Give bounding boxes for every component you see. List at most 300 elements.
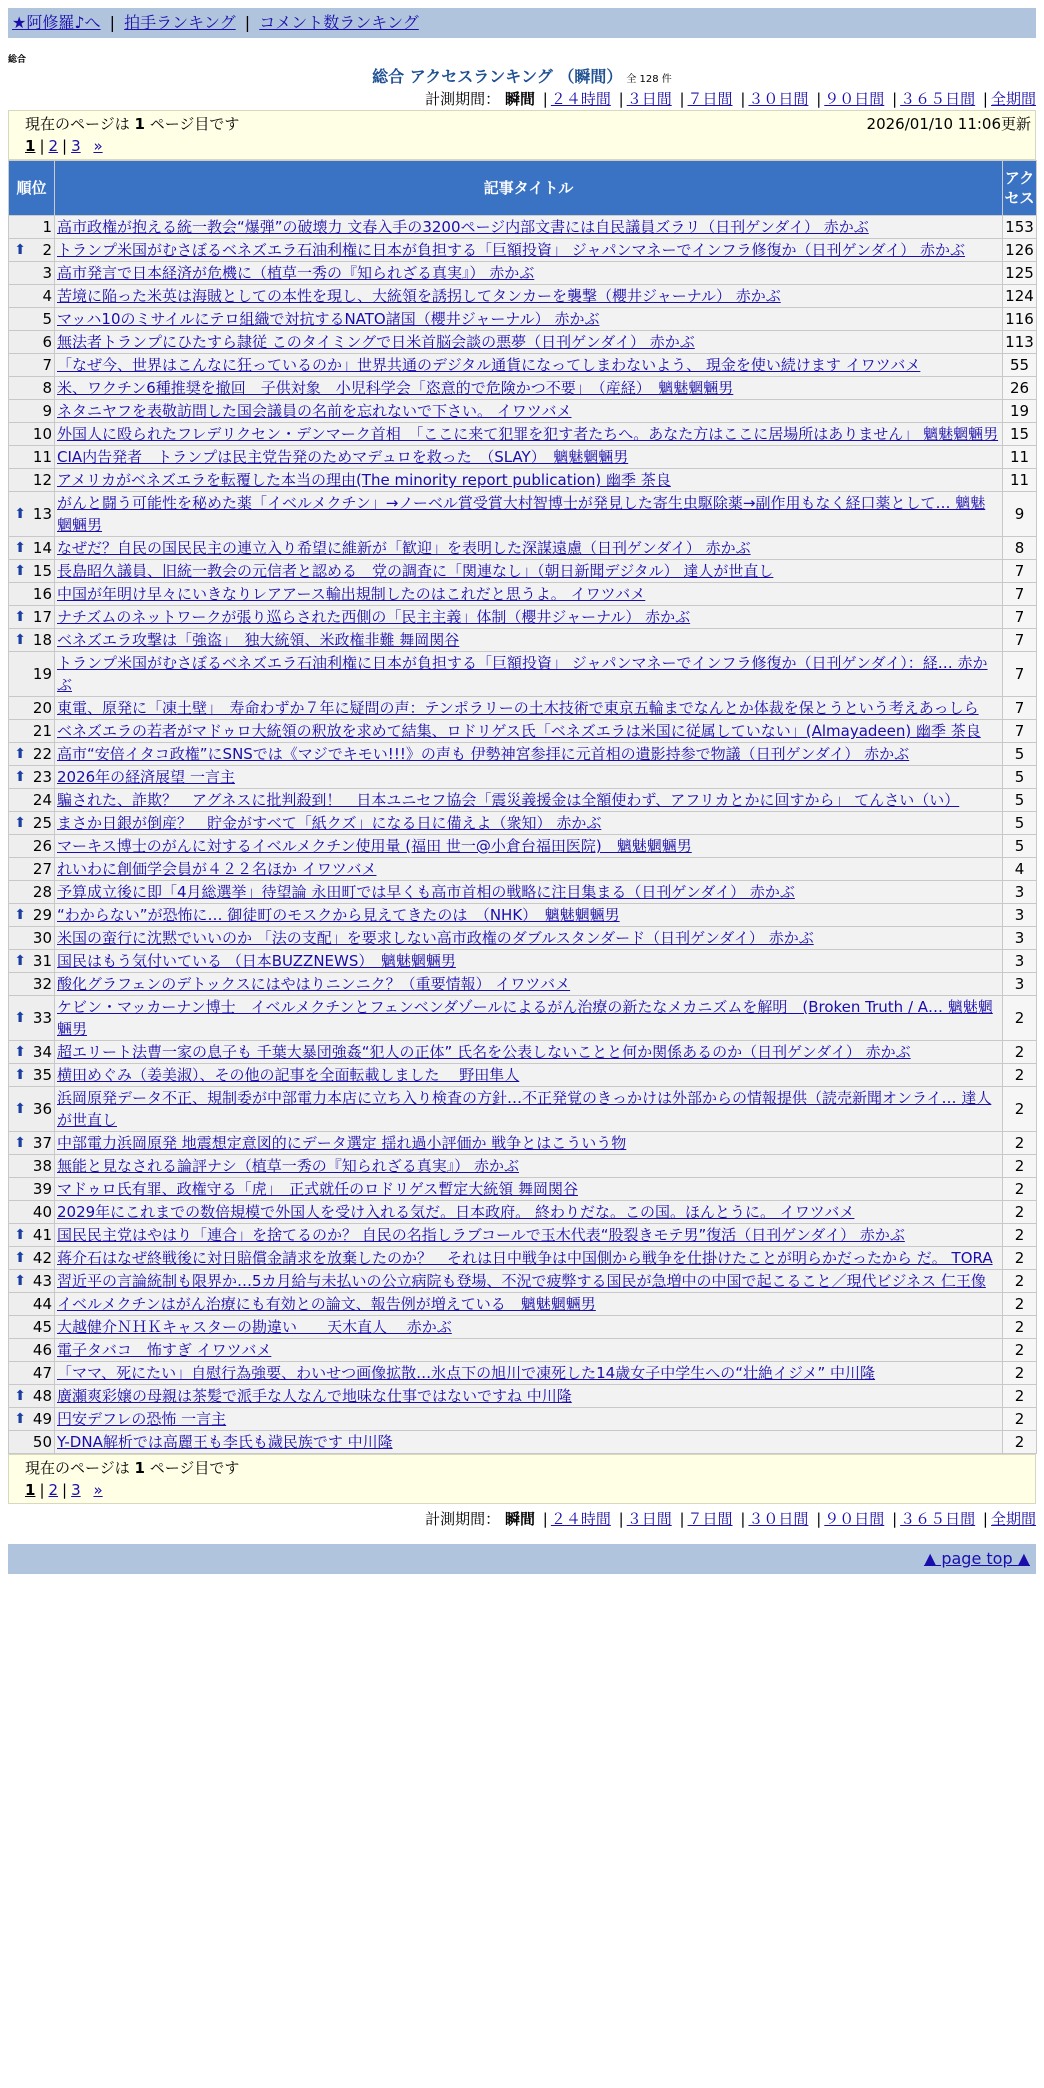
- access-count: 8: [1003, 537, 1037, 560]
- article-title-link[interactable]: マッハ10のミサイルにテロ組織で対抗するNATO諸国（櫻井ジャーナル） 赤かぶ: [57, 310, 600, 328]
- column-header-title: 記事タイトル: [55, 161, 1003, 216]
- period-separator: |: [542, 90, 548, 108]
- rank-number: 46: [32, 1341, 52, 1359]
- table-row: [9, 1270, 1037, 1293]
- nav-link-comment-ranking[interactable]: コメント数ランキング: [259, 13, 419, 32]
- title-cell: [55, 1041, 1003, 1064]
- title-cell: [55, 629, 1003, 652]
- article-title-link[interactable]: ネタニヤフを表敬訪問した国会議員の名前を忘れないで下さい。 イワツバメ: [57, 402, 572, 420]
- table-row: [9, 469, 1037, 492]
- title-cell: [55, 927, 1003, 950]
- period-separator: |: [679, 1510, 685, 1528]
- rank-number: 3: [42, 264, 52, 282]
- article-title-link[interactable]: まさか日銀が倒産？ 貯金がすべて「紙クズ」になる日に備えよ（衆知） 赤かぶ: [57, 814, 602, 832]
- period-link-all[interactable]: 全期間: [990, 1510, 1036, 1528]
- table-row: [9, 308, 1037, 331]
- article-title-link[interactable]: 2029年にこれまでの数倍規模で外国人を受け入れる気だ。日本政府。 終わりだな。この国。ほんとうに。 イワツバメ: [57, 1203, 855, 1221]
- title-cell: [55, 1408, 1003, 1431]
- rank-cell: [9, 904, 55, 927]
- title-cell: [55, 1385, 1003, 1408]
- table-row: [9, 400, 1037, 423]
- rank-number: 21: [32, 722, 52, 740]
- access-count: 7: [1003, 697, 1037, 720]
- rank-cell: [9, 1064, 55, 1087]
- rank-cell: [9, 1293, 55, 1316]
- period-link-24h[interactable]: ２４時間: [550, 1510, 611, 1528]
- pager-link-2[interactable]: 2: [48, 137, 59, 155]
- rank-number: 1: [42, 218, 52, 236]
- rank-cell: [9, 1270, 55, 1293]
- arrow-up-icon: ⬆: [14, 1411, 26, 1427]
- rank-cell: [9, 858, 55, 881]
- period-link-90d[interactable]: ９０日間: [824, 90, 885, 108]
- period-separator: |: [542, 1510, 548, 1528]
- table-row: [9, 1178, 1037, 1201]
- article-title-link[interactable]: 外国人に殴られたフレデリクセン・デンマーク首相 「ここに来て犯罪を犯す者たちへ。あなた方はここに居場所はありません」 魑魅魍魎男: [57, 425, 999, 443]
- article-title-link[interactable]: 「なぜ今、世界はこんなに狂っているのか」世界共通のデジタル通貨になってしまわないよう、 現金を使い続けます イワツバメ: [57, 356, 921, 374]
- article-title-link[interactable]: 無法者トランプにひたすら隷従 このタイミングで日米首脳会談の悪夢（日刊ゲンダイ） 赤かぶ: [57, 333, 695, 351]
- title-cell: [55, 1087, 1003, 1132]
- pager-link-3[interactable]: 3: [71, 137, 81, 155]
- title-cell: [55, 1362, 1003, 1385]
- rank-cell: [9, 446, 55, 469]
- pager-bottom: [25, 1479, 1031, 1501]
- pager-separator: [81, 137, 94, 155]
- title-cell: [55, 950, 1003, 973]
- table-row: [9, 1339, 1037, 1362]
- access-count: 125: [1003, 262, 1037, 285]
- table-row: [9, 560, 1037, 583]
- rank-number: 31: [32, 952, 52, 970]
- access-count: 26: [1003, 377, 1037, 400]
- nav-separator: |: [109, 13, 116, 32]
- access-count: 19: [1003, 400, 1037, 423]
- rank-cell: [9, 812, 55, 835]
- period-link-30d[interactable]: ３０日間: [748, 90, 809, 108]
- access-count: 2: [1003, 1362, 1037, 1385]
- rank-cell: [9, 697, 55, 720]
- updated-timestamp: 2026/01/10 11:06更新: [866, 115, 1031, 133]
- table-row: [9, 1041, 1037, 1064]
- article-title-link[interactable]: 苦境に陥った米英は海賊としての本性を現し、大統領を誘拐してタンカーを襲撃（櫻井ジャーナル） 赤かぶ: [57, 287, 781, 305]
- table-row: [9, 1224, 1037, 1247]
- title-cell: [55, 973, 1003, 996]
- access-count: 2: [1003, 1293, 1037, 1316]
- rank-number: 14: [32, 539, 52, 557]
- table-row: [9, 950, 1037, 973]
- table-row: [9, 1316, 1037, 1339]
- rank-cell: [9, 469, 55, 492]
- article-title-link[interactable]: Y-DNA解析では高麗王も李氏も濊民族です 中川隆: [57, 1433, 393, 1451]
- rank-cell: [9, 331, 55, 354]
- arrow-up-icon: ⬆: [14, 769, 26, 785]
- table-row: [9, 789, 1037, 812]
- total-count: 全 128 件: [626, 74, 672, 85]
- title-cell: [55, 1247, 1003, 1270]
- article-title-link[interactable]: マーキス博士のがんに対するイベルメクチン使用量 (福田 世一@小倉台福田医院) 魑魅魍魎男: [57, 837, 692, 855]
- title-cell: [55, 1201, 1003, 1224]
- article-title-link[interactable]: トランプ米国がむさぼるベネズエラ石油利権に日本が負担する「巨額投資」 ジャパンマネーでインフラ修復か（日刊ゲンダイ） 赤かぶ: [57, 241, 966, 259]
- page-title: [8, 66, 1036, 88]
- rank-cell: [9, 1132, 55, 1155]
- rank-number: 29: [32, 906, 52, 924]
- table-row: [9, 812, 1037, 835]
- title-cell: [55, 560, 1003, 583]
- rank-cell: [9, 1385, 55, 1408]
- table-header-row: [9, 161, 1037, 216]
- article-title-link[interactable]: がんと闘う可能性を秘めた薬「イベルメクチン」→ノーベル賞受賞大村智博士が発見した寄生虫駆除薬→副作用もなく経口薬として… 魑魅魍魎男: [57, 494, 986, 534]
- article-title-link[interactable]: 円安デフレの恐怖 一言主: [57, 1410, 227, 1428]
- arrow-up-icon: ⬆: [14, 506, 26, 522]
- title-cell: [55, 1431, 1003, 1454]
- table-row: [9, 766, 1037, 789]
- arrow-up-icon: ⬆: [14, 953, 26, 969]
- article-title-link[interactable]: 無能と見なされる論評ナシ（植草一秀の『知られざる真実』） 赤かぶ: [57, 1157, 519, 1175]
- rank-cell: [9, 1155, 55, 1178]
- access-count: 2: [1003, 1224, 1037, 1247]
- rank-number: 2: [42, 241, 52, 259]
- rank-number: 40: [32, 1203, 52, 1221]
- rank-number: 10: [32, 425, 52, 443]
- rank-number: 48: [32, 1387, 52, 1405]
- page-top-link[interactable]: ▲ page top ▲: [923, 1549, 1030, 1568]
- period-link-7d[interactable]: ７日間: [687, 1510, 733, 1528]
- pager-separator: |: [39, 1481, 45, 1499]
- title-cell: [55, 881, 1003, 904]
- rank-number: 15: [32, 562, 52, 580]
- arrow-up-icon: ⬆: [14, 242, 26, 258]
- article-title-link[interactable]: 高市発言で日本経済が危機に（植草一秀の『知られざる真実』） 赤かぶ: [57, 264, 535, 282]
- title-cell: [55, 423, 1003, 446]
- access-count: 153: [1003, 216, 1037, 239]
- period-label: 計測期間：: [425, 1510, 501, 1528]
- title-cell: [55, 1155, 1003, 1178]
- pager-current: 1: [25, 137, 36, 155]
- rank-number: 47: [32, 1364, 52, 1382]
- page-indicator-suffix: ページ目です: [144, 115, 240, 133]
- pager-link-2[interactable]: 2: [48, 1481, 59, 1499]
- rank-cell: [9, 881, 55, 904]
- rank-number: 45: [32, 1318, 52, 1336]
- rank-cell: [9, 560, 55, 583]
- rank-number: 34: [32, 1043, 52, 1061]
- table-row: [9, 377, 1037, 400]
- rank-cell: [9, 950, 55, 973]
- rank-number: 35: [32, 1066, 52, 1084]
- arrow-up-icon: ⬆: [14, 815, 26, 831]
- rank-cell: [9, 835, 55, 858]
- article-title-link[interactable]: 廣瀬爽彩嬢の母親は茶髪で派手な人なんで地味な仕事ではないですね 中川隆: [57, 1387, 572, 1405]
- title-cell: [55, 262, 1003, 285]
- rank-number: 37: [32, 1134, 52, 1152]
- table-row: [9, 1132, 1037, 1155]
- table-row: [9, 629, 1037, 652]
- title-cell: [55, 446, 1003, 469]
- table-row: [9, 1087, 1037, 1132]
- access-count: 2: [1003, 1064, 1037, 1087]
- title-cell: [55, 354, 1003, 377]
- period-current: 瞬間: [504, 90, 535, 108]
- period-separator: |: [816, 1510, 822, 1528]
- title-cell: [55, 1339, 1003, 1362]
- access-count: 11: [1003, 469, 1037, 492]
- title-cell: [55, 1270, 1003, 1293]
- article-title-link[interactable]: 高市政権が抱える統一教会“爆弾”の破壊力 文春入手の3200ページ内部文書には自民議員ズラリ（日刊ゲンダイ） 赤かぶ: [57, 218, 869, 236]
- article-title-link[interactable]: 国民民主党はやはり「連合」を捨てるのか？ 自民の名指しラブコールで玉木代表“股裂きモテ男”復活（日刊ゲンダイ） 赤かぶ: [57, 1226, 905, 1244]
- article-title-link[interactable]: 予算成立後に即「4月総選挙」待望論 永田町では早くも高市首相の戦略に注目集まる（日刊ゲンダイ） 赤かぶ: [57, 883, 795, 901]
- article-title-link[interactable]: ナチズムのネットワークが張り巡らされた西側の「民主主義」体制（櫻井ジャーナル） 赤かぶ: [57, 608, 691, 626]
- article-title-link[interactable]: 米国の蛮行に沈黙でいいのか 「法の支配」を要求しない高市政権のダブルスタンダード（日刊ゲンダイ） 赤かぶ: [57, 929, 814, 947]
- article-title-link[interactable]: 浜岡原発データ不正、規制委が中部電力本店に立ち入り検査の方針…不正発覚のきっかけは外部からの情報提供（読売新聞オンライ… 達人が世直し: [57, 1089, 992, 1129]
- access-count: 5: [1003, 812, 1037, 835]
- access-count: 3: [1003, 904, 1037, 927]
- period-separator: |: [740, 90, 746, 108]
- rank-number: 42: [32, 1249, 52, 1267]
- table-row: [9, 1247, 1037, 1270]
- access-count: 2: [1003, 1178, 1037, 1201]
- title-cell: [55, 996, 1003, 1041]
- article-title-link[interactable]: 東電、原発に「凍土壁」 寿命わずか７年に疑問の声：テンポラリーの土木技術で東京五輪までなんとか体裁を保とうという考えあっしら: [57, 699, 979, 717]
- rank-cell: [9, 1431, 55, 1454]
- article-title-link[interactable]: 長島昭久議員、旧統一教会の元信者と認める 党の調査に「関連なし」（朝日新聞デジタル） 達人が世直し: [57, 562, 774, 580]
- page-indicator-number: 1: [134, 115, 145, 133]
- pager-next[interactable]: »: [93, 1481, 103, 1499]
- rank-cell: [9, 537, 55, 560]
- table-row: [9, 446, 1037, 469]
- rank-number: 22: [32, 745, 52, 763]
- access-count: 7: [1003, 720, 1037, 743]
- period-link-90d[interactable]: ９０日間: [824, 1510, 885, 1528]
- period-label: 計測期間：: [425, 90, 501, 108]
- access-count: 3: [1003, 927, 1037, 950]
- table-row: [9, 354, 1037, 377]
- article-title-link[interactable]: 蒋介石はなぜ終戦後に対日賠償金請求を放棄したのか？ それは日中戦争は中国側から戦争を仕掛けたことが明らかだったから だ。 TORA: [57, 1249, 993, 1267]
- nav-separator: |: [244, 13, 251, 32]
- article-title-link[interactable]: 「ママ、死にたい」自慰行為強要、わいせつ画像拡散…氷点下の旭川で凍死した14歳女子中学生への“壮絶イジメ” 中川隆: [57, 1364, 876, 1382]
- table-row: [9, 1155, 1037, 1178]
- rank-number: 6: [42, 333, 52, 351]
- rank-number: 33: [32, 1009, 52, 1027]
- rank-number: 5: [42, 310, 52, 328]
- rank-number: 7: [42, 356, 52, 374]
- access-count: 7: [1003, 560, 1037, 583]
- access-count: 5: [1003, 766, 1037, 789]
- pager-top: [25, 135, 1031, 157]
- period-link-365d[interactable]: ３６５日間: [900, 1510, 976, 1528]
- period-separator: |: [892, 1510, 898, 1528]
- rank-cell: [9, 583, 55, 606]
- page: [8, 8, 1036, 1574]
- article-title-link[interactable]: 高市“安倍イタコ政権”にSNSでは《マジでキモい!!!》の声も 伊勢神宮参拝に元首相の遺影持参で物議（日刊ゲンダイ） 赤かぶ: [57, 745, 910, 763]
- title-cell: [55, 308, 1003, 331]
- article-title-link[interactable]: マドゥロ氏有罪、政権守る「虎」 正式就任のロドリゲス暫定大統領 舞岡関谷: [57, 1180, 578, 1198]
- title-cell: [55, 492, 1003, 537]
- table-row: [9, 996, 1037, 1041]
- page-title-text: 総合 アクセスランキング （瞬間）: [372, 67, 623, 86]
- title-cell: [55, 904, 1003, 927]
- rank-cell: [9, 1087, 55, 1132]
- arrow-up-icon: ⬆: [14, 1227, 26, 1243]
- period-selector-top: [8, 88, 1036, 110]
- title-cell: [55, 720, 1003, 743]
- rank-number: 11: [32, 448, 52, 466]
- article-title-link[interactable]: トランプ米国がむさぼるベネズエラ石油利権に日本が負担する「巨額投資」 ジャパンマネーでインフラ修復か（日刊ゲンダイ）：経… 赤かぶ: [57, 654, 988, 694]
- title-cell: [55, 331, 1003, 354]
- rank-cell: [9, 1201, 55, 1224]
- period-selector-bottom: [8, 1508, 1036, 1530]
- arrow-up-icon: ⬆: [14, 1067, 26, 1083]
- article-title-link[interactable]: 習近平の言論統制も限界か…5カ月給与未払いの公立病院も登場、不況で疲弊する国民が急増中の中国で起こること／現代ビジネス 仁王像: [57, 1272, 986, 1290]
- rank-cell: [9, 1362, 55, 1385]
- access-count: 55: [1003, 354, 1037, 377]
- title-cell: [55, 377, 1003, 400]
- article-title-link[interactable]: 酸化グラフェンのデトックスにはやはりニンニク？（重要情報） イワツバメ: [57, 975, 571, 993]
- title-cell: [55, 1178, 1003, 1201]
- rank-cell: [9, 789, 55, 812]
- period-separator: |: [740, 1510, 746, 1528]
- arrow-up-icon: ⬆: [14, 1044, 26, 1060]
- article-title-link[interactable]: “わからない”が恐怖に… 御徒町のモスクから見えてきたのは （NHK） 魑魅魍魎男: [57, 906, 620, 924]
- page-indicator-prefix: 現在のページは: [25, 1459, 135, 1477]
- table-row: [9, 1431, 1037, 1454]
- rank-cell: [9, 652, 55, 697]
- article-title-link[interactable]: 大越健介ＮＨＫキャスターの勘違い 天木直人 赤かぶ: [57, 1318, 452, 1336]
- access-count: 2: [1003, 1339, 1037, 1362]
- table-row: [9, 1201, 1037, 1224]
- rank-cell: [9, 1247, 55, 1270]
- rank-cell: [9, 400, 55, 423]
- rank-number: 17: [32, 608, 52, 626]
- period-link-3d[interactable]: ３日間: [626, 90, 672, 108]
- title-cell: [55, 583, 1003, 606]
- access-count: 2: [1003, 1155, 1037, 1178]
- table-row: [9, 239, 1037, 262]
- rank-cell: [9, 354, 55, 377]
- article-title-link[interactable]: CIA内告発者 トランプは民主党告発のためマデュロを救った （SLAY） 魑魅魍魎男: [57, 448, 629, 466]
- title-cell: [55, 1224, 1003, 1247]
- article-title-link[interactable]: ケビン・マッカーナン博士 イベルメクチンとフェンベンダゾールによるがん治療の新たなメカニズムを解明 (Broken Truth / A… 魑魅魍魎男: [57, 998, 993, 1038]
- article-title-link[interactable]: 中部電力浜岡原発 地震想定意図的にデータ選定 揺れ過小評価か 戦争とはこういう物: [57, 1134, 627, 1152]
- arrow-up-icon: ⬆: [14, 746, 26, 762]
- rank-number: 9: [42, 402, 52, 420]
- article-title-link[interactable]: 電子タバコ 怖すぎ イワツバメ: [57, 1341, 272, 1359]
- rank-cell: [9, 766, 55, 789]
- title-cell: [55, 1316, 1003, 1339]
- period-separator: |: [618, 90, 624, 108]
- rank-number: 4: [42, 287, 52, 305]
- nav-link-applause-ranking[interactable]: 拍手ランキング: [124, 13, 236, 32]
- article-title-link[interactable]: ベネズエラ攻撃は「強盗」 独大統領、米政権非難 舞岡関谷: [57, 631, 460, 649]
- period-separator: |: [618, 1510, 624, 1528]
- rank-number: 28: [32, 883, 52, 901]
- page-indicator-bottom: [25, 1457, 1031, 1479]
- page-info-bottom: [8, 1454, 1036, 1504]
- pager-link-3[interactable]: 3: [71, 1481, 81, 1499]
- article-title-link[interactable]: 超エリート法曹一家の息子も 千葉大暴団強姦“犯人の正体” 氏名を公表しないことと何か関係あるのか（日刊ゲンダイ） 赤かぶ: [57, 1043, 911, 1061]
- title-cell: [55, 469, 1003, 492]
- table-row: [9, 1362, 1037, 1385]
- article-title-link[interactable]: 横田めぐみ（姜美淑）、その他の記事を全面転載しました 野田隼人: [57, 1066, 520, 1084]
- period-link-24h[interactable]: ２４時間: [550, 90, 611, 108]
- rank-cell: [9, 285, 55, 308]
- table-row: [9, 1293, 1037, 1316]
- rank-number: 39: [32, 1180, 52, 1198]
- article-title-link[interactable]: 中国が年明け早々にいきなりレアアース輸出規制したのはこれだと思うよ。 イワツバメ: [57, 585, 646, 603]
- article-title-link[interactable]: れいわに創価学会員が４２２名ほか イワツバメ: [57, 860, 377, 878]
- page-indicator-prefix: 現在のページは: [25, 115, 135, 133]
- arrow-up-icon: ⬆: [14, 1250, 26, 1266]
- access-count: 2: [1003, 996, 1037, 1041]
- table-row: [9, 583, 1037, 606]
- pager-separator: [81, 1481, 94, 1499]
- article-title-link[interactable]: アメリカがベネズエラを転覆した本当の理由(The minority report publication) 幽季 茶良: [57, 471, 671, 489]
- pager-separator: |: [62, 137, 68, 155]
- table-row: [9, 652, 1037, 697]
- period-separator: |: [892, 90, 898, 108]
- rank-number: 44: [32, 1295, 52, 1313]
- rank-cell: [9, 606, 55, 629]
- rank-cell: [9, 492, 55, 537]
- access-count: 7: [1003, 629, 1037, 652]
- access-count: 5: [1003, 835, 1037, 858]
- rank-cell: [9, 720, 55, 743]
- period-separator: |: [982, 1510, 988, 1528]
- rank-number: 49: [32, 1410, 52, 1428]
- pager-next[interactable]: »: [93, 137, 103, 155]
- column-header-access: アクセス: [1003, 161, 1037, 216]
- period-link-7d[interactable]: ７日間: [687, 90, 733, 108]
- access-count: 116: [1003, 308, 1037, 331]
- article-title-link[interactable]: 騙された、詐欺？ アグネスに批判殺到！ 日本ユニセフ協会「震災義援金は全額使わず、アフリカとかに回すから」 てんさい（い）: [57, 791, 960, 809]
- rank-cell: [9, 629, 55, 652]
- article-title-link[interactable]: ベネズエラの若者がマドゥロ大統領の釈放を求めて結集、ロドリゲス氏「ベネズエラは米国に従属していない」(Almayadeen) 幽季 茶良: [57, 722, 981, 740]
- article-title-link[interactable]: 米、ワクチン6種推奨を撤回 子供対象 小児科学会「恣意的で危険かつ不要」 （産経） 魑魅魍魎男: [57, 379, 734, 397]
- period-link-all[interactable]: 全期間: [990, 90, 1036, 108]
- rank-cell: [9, 1224, 55, 1247]
- period-link-30d[interactable]: ３０日間: [748, 1510, 809, 1528]
- table-row: [9, 1385, 1037, 1408]
- access-count: 2: [1003, 1270, 1037, 1293]
- rank-cell: [9, 1408, 55, 1431]
- page-indicator-suffix: ページ目です: [144, 1459, 240, 1477]
- table-row: [9, 285, 1037, 308]
- article-title-link[interactable]: イベルメクチンはがん治療にも有効との論文、報告例が増えている 魑魅魍魎男: [57, 1295, 596, 1313]
- arrow-up-icon: ⬆: [14, 1388, 26, 1404]
- table-row: [9, 606, 1037, 629]
- article-title-link[interactable]: 2026年の経済展望 一言主: [57, 768, 235, 786]
- article-title-link[interactable]: なぜだ？自民の国民民主の連立入り希望に維新が「歓迎」を表明した深謀遠慮（日刊ゲンダイ） 赤かぶ: [57, 539, 751, 557]
- title-cell: [55, 697, 1003, 720]
- table-row: [9, 720, 1037, 743]
- period-link-365d[interactable]: ３６５日間: [900, 90, 976, 108]
- site-home-link[interactable]: ★阿修羅♪へ: [12, 13, 101, 32]
- title-cell: [55, 216, 1003, 239]
- access-count: 2: [1003, 1316, 1037, 1339]
- top-nav: [8, 8, 1036, 38]
- access-count: 124: [1003, 285, 1037, 308]
- rank-number: 27: [32, 860, 52, 878]
- table-row: [9, 927, 1037, 950]
- table-row: [9, 262, 1037, 285]
- rank-cell: [9, 423, 55, 446]
- rank-number: 23: [32, 768, 52, 786]
- period-link-3d[interactable]: ３日間: [626, 1510, 672, 1528]
- period-separator: |: [816, 90, 822, 108]
- article-title-link[interactable]: 国民はもう気付いている （日本BUZZNEWS） 魑魅魍魎男: [57, 952, 456, 970]
- table-row: [9, 1064, 1037, 1087]
- bottom-bar: [8, 1544, 1036, 1574]
- title-cell: [55, 1293, 1003, 1316]
